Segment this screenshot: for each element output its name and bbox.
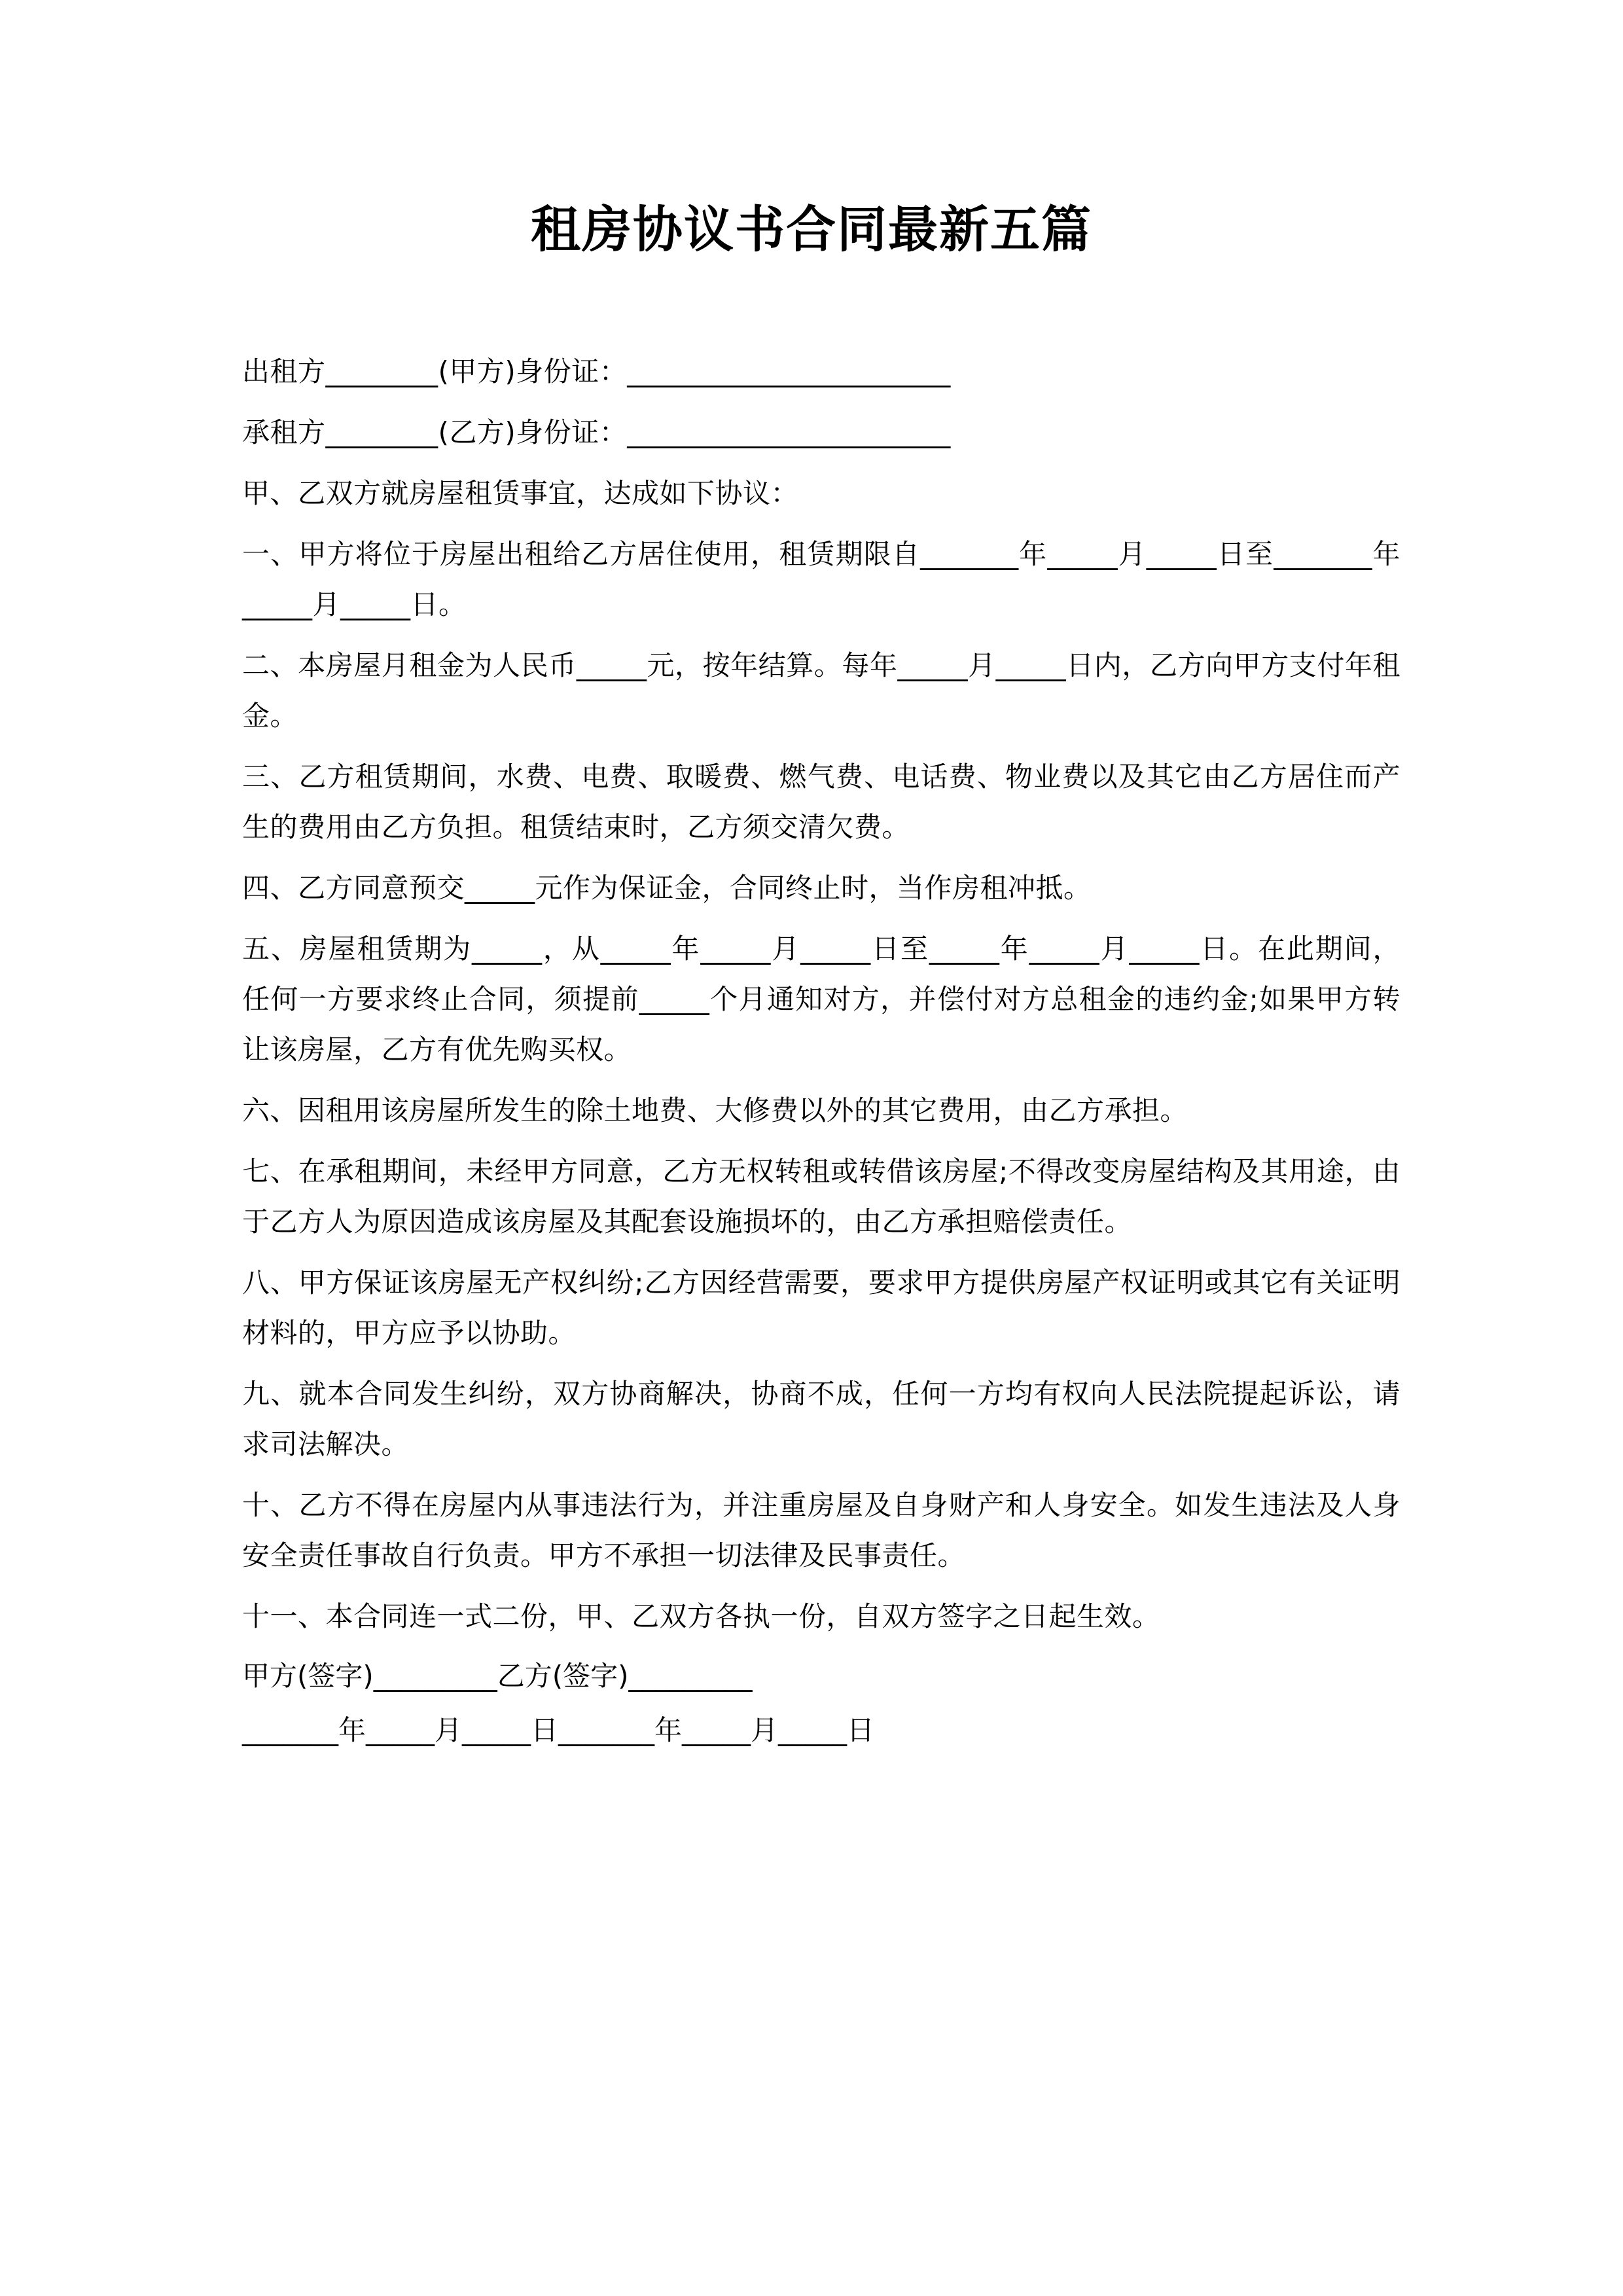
document-body bbox=[242, 346, 1400, 1755]
paragraph-clause-11: 十一、本合同连一式二份，甲、乙双方各执一份，自双方签字之日起生效。 bbox=[242, 1600, 1160, 1632]
signature-line-names: 甲方(签字)_________乙方(签字)_________ bbox=[242, 1660, 753, 1692]
paragraph-clause-2: 二、本房屋月租金为人民币_____元，按年结算。每年_____月_____日内，乙方向甲方支付年租金。 bbox=[242, 649, 1400, 732]
paragraph-clause-10: 十、乙方不得在房屋内从事违法行为，并注重房屋及自身财产和人身安全。如发生违法及人身安全责任事故自行负责。甲方不承担一切法律及民事责任。 bbox=[242, 1489, 1400, 1571]
paragraph-clause-9: 九、就本合同发生纠纷，双方协商解决，协商不成，任何一方均有权向人民法院提起诉讼，请求司法解决。 bbox=[242, 1378, 1400, 1460]
paragraph-clause-8: 八、甲方保证该房屋无产权纠纷;乙方因经营需要，要求甲方提供房屋产权证明或其它有关证明材料的，甲方应予以协助。 bbox=[242, 1266, 1400, 1349]
paragraph-clause-6: 六、因租用该房屋所发生的除土地费、大修费以外的其它费用，由乙方承担。 bbox=[242, 1094, 1188, 1126]
page-title: 租房协议书合同最新五篇 bbox=[531, 200, 1092, 259]
paragraph-preamble: 甲、乙双方就房屋租赁事宜，达成如下协议： bbox=[242, 477, 799, 509]
paragraph-lessee-id: 承租方________(乙方)身份证：_______________________ bbox=[242, 416, 951, 448]
paragraph-clause-3: 三、乙方租赁期间，水费、电费、取暖费、燃气费、电话费、物业费以及其它由乙方居住而产生的费用由乙方负担。租赁结束时，乙方须交清欠费。 bbox=[242, 761, 1400, 843]
paragraph-clause-4: 四、乙方同意预交_____元作为保证金，合同终止时，当作房租冲抵。 bbox=[242, 872, 1092, 904]
paragraph-lessor-id: 出租方________(甲方)身份证：_______________________ bbox=[242, 355, 951, 387]
paragraph-clause-7: 七、在承租期间，未经甲方同意，乙方无权转租或转借该房屋;不得改变房屋结构及其用途，由于乙方人为原因造成该房屋及其配套设施损坏的，由乙方承担赔偿责任。 bbox=[242, 1155, 1400, 1238]
signature-line-dates: _______年_____月_____日_______年_____月_____日 bbox=[242, 1714, 875, 1746]
paragraph-clause-1: 一、甲方将位于房屋出租给乙方居住使用，租赁期限自_______年_____月_____日至_______年_____月_____日。 bbox=[242, 538, 1400, 620]
paragraph-clause-5: 五、房屋租赁期为_____，从_____年_____月_____日至_____年_____月_____日。在此期间，任何一方要求终止合同，须提前_____个月通知对方，并偿付对方总租金的违约金;如果甲方转让该房屋，乙方有优先购买权。 bbox=[242, 933, 1400, 1066]
